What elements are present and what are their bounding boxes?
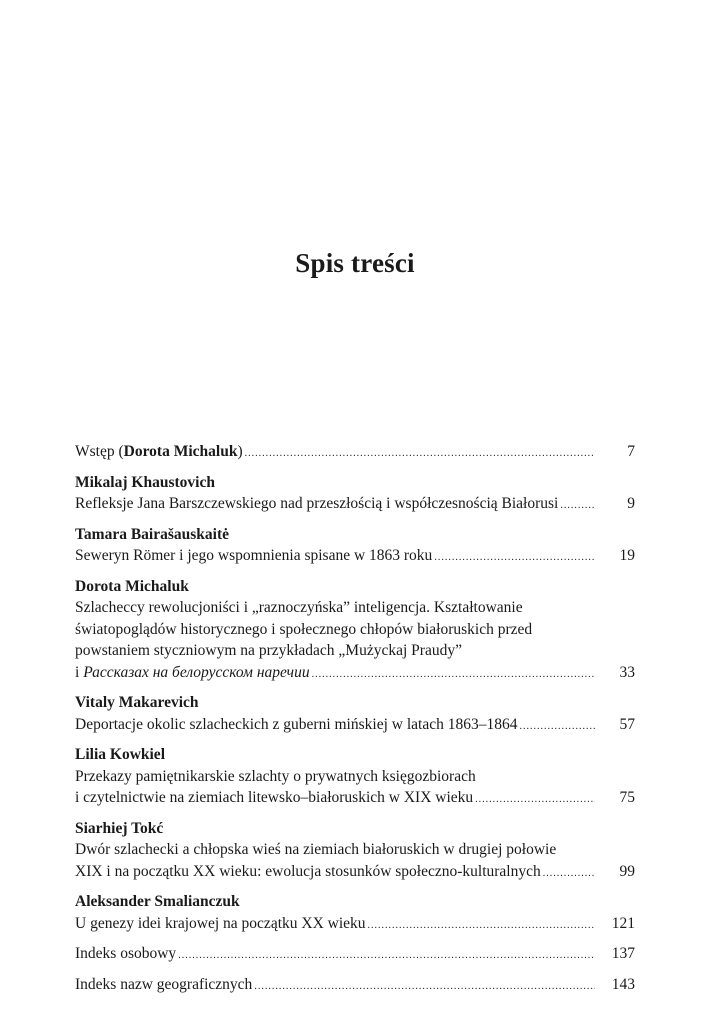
toc-entry-title-line: powstaniem styczniowym na przykładach „Mużyckaj Praudy”: [75, 642, 462, 659]
toc-entry-index-persons: [75, 943, 635, 967]
toc-entry: [75, 472, 635, 517]
toc-entry: [75, 524, 635, 569]
toc-author: Dorota Michaluk: [75, 577, 189, 595]
toc-entry-line: [75, 974, 635, 998]
dot-leader: [560, 495, 595, 517]
toc-entry-line: [75, 493, 635, 517]
toc-entry: [75, 744, 635, 811]
toc-author: Lilia Kowkiel: [75, 746, 165, 763]
toc-entry-title: Refleksje Jana Barszczewskiego nad przeszłością i współczesnością Białorusi: [75, 495, 559, 512]
toc-entry-line: [75, 545, 635, 569]
toc-author: Siarhiej Tokć: [75, 819, 164, 837]
toc-page-number: 121: [611, 914, 635, 932]
toc-entry-title: XIX i na początku XX wieku: ewolucja stosunków społeczno-kulturalnych: [75, 862, 541, 880]
toc-entry-title: i czytelnictwie na ziemiach litewsko–białoruskich w XIX wieku: [75, 789, 474, 806]
toc-entry-line: [75, 943, 635, 967]
dot-leader: [254, 976, 595, 998]
toc-entry-title: Seweryn Römer i jego wspomnienia spisane w 1863 roku: [75, 547, 433, 564]
toc-entry-line: [75, 861, 635, 885]
toc-page-number: 99: [619, 862, 635, 880]
dot-leader: [434, 547, 595, 569]
toc-entry-title-line: Przekazy pamiętnikarskie szlachty o prywatnych księgozbiorach: [75, 767, 476, 785]
toc-title-prefix: Wstęp (: [75, 443, 124, 460]
toc-entry-title: [75, 441, 243, 463]
toc-entry-title: Deportacje okolic szlacheckich z guberni mińskiej w latach 1863–1864: [75, 715, 518, 733]
toc-entry-title: U genezy idei krajowej na początku XX wieku: [75, 914, 366, 932]
dot-leader: [368, 915, 595, 937]
page-title: Spis treści: [295, 248, 415, 278]
toc-entry-title: [75, 662, 310, 684]
toc-author-inline: Dorota Michaluk: [123, 443, 238, 460]
toc-entry-title: Indeks nazw geograficznych: [75, 975, 253, 993]
toc-page-number: 19: [619, 547, 635, 564]
toc-entry: [75, 891, 635, 936]
toc-entry-line: [75, 714, 635, 738]
toc-page-number: 57: [619, 715, 635, 733]
toc-page-number: 33: [619, 663, 635, 681]
toc-author: Tamara Bairašauskaitė: [75, 525, 230, 543]
toc-entry-line: [75, 913, 635, 937]
toc-entry-title-line: Szlacheccy rewolucjoniści i „raznoczyńska” inteligencja. Kształtowanie: [75, 599, 523, 616]
dot-leader: [543, 863, 595, 885]
dot-leader: [245, 443, 595, 465]
toc-entry: [75, 692, 635, 737]
toc-entry: [75, 576, 635, 686]
table-of-contents: [75, 441, 635, 1004]
toc-page-number: 143: [611, 975, 635, 993]
toc-entry-line: [75, 787, 635, 811]
toc-author: Vitaly Makarevich: [75, 694, 199, 711]
dot-leader: [519, 716, 595, 738]
toc-entry-title-line: światopoglądów historycznego i społecznego chłopów białoruskich przed: [75, 620, 533, 638]
toc-entry: [75, 818, 635, 885]
toc-entry-introduction: [75, 441, 635, 465]
toc-entry-line: [75, 662, 635, 686]
toc-author: Aleksander Smalianczuk: [75, 893, 240, 910]
toc-page-number: 75: [619, 789, 635, 806]
toc-page-number: 137: [611, 945, 635, 962]
toc-title-prefix: i: [75, 663, 84, 681]
dot-leader: [312, 664, 595, 686]
toc-entry-title: Indeks osobowy: [75, 945, 177, 962]
toc-entry-index-places: [75, 974, 635, 998]
toc-title-italic: Рассказах на белорусском наречии: [83, 663, 310, 681]
toc-page-number: 9: [627, 495, 635, 512]
toc-author: Mikalaj Khaustovich: [75, 473, 215, 491]
toc-entry-title-line: Dwór szlachecki a chłopska wieś na ziemiach białoruskich w drugiej połowie: [75, 841, 557, 858]
dot-leader: [178, 945, 595, 967]
dot-leader: [475, 789, 595, 811]
toc-title-suffix: ): [237, 443, 243, 460]
toc-page-number: 7: [627, 443, 635, 460]
toc-entry-line: [75, 441, 635, 465]
